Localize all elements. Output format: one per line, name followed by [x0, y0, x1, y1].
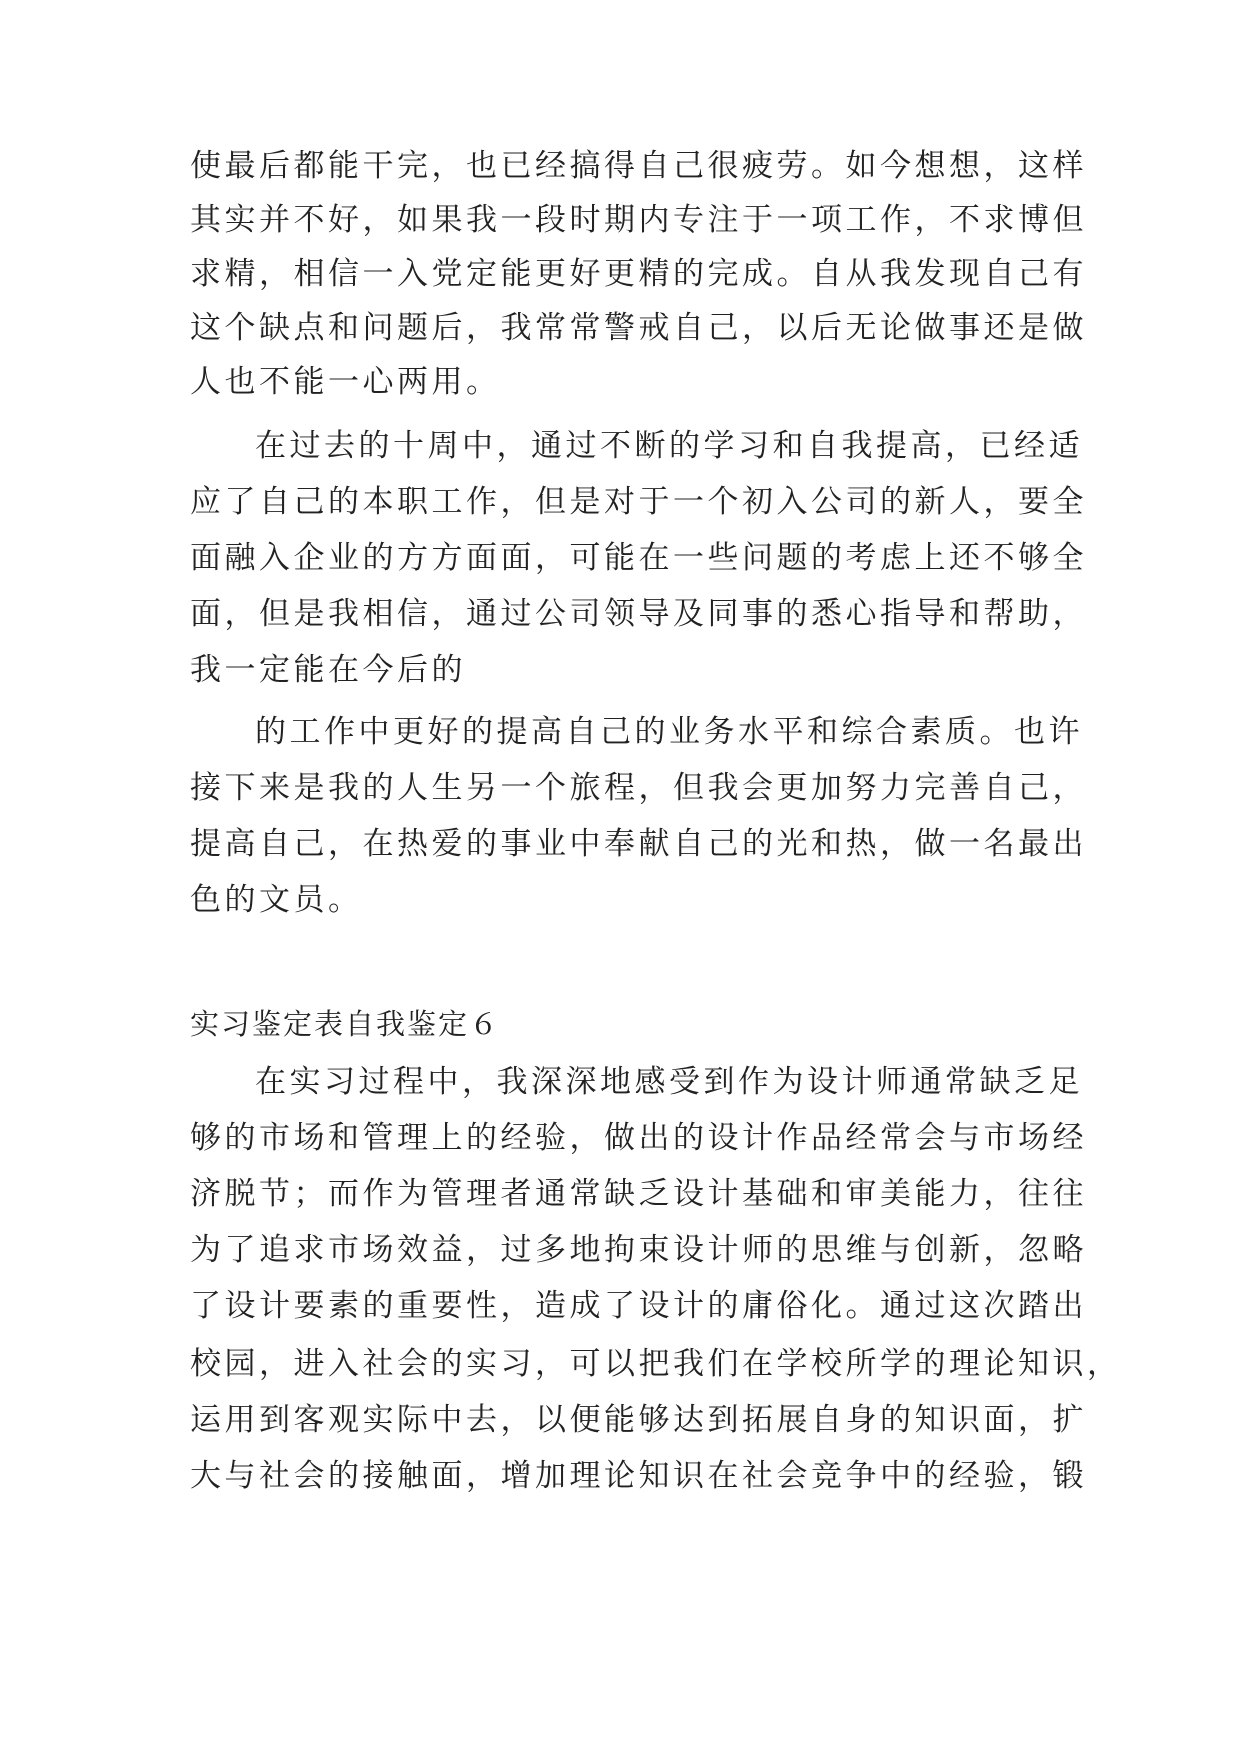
text-line: 求精，相信一入党定能更好更精的完成。自从我发现自己有 [190, 256, 1087, 292]
text-line: 济脱节；而作为管理者通常缺乏设计基础和审美能力，往往 [190, 1176, 1087, 1212]
text-line: 大与社会的接触面，增加理论知识在社会竞争中的经验，锻 [190, 1458, 1087, 1494]
text-line: 这个缺点和问题后，我常常警戒自己，以后无论做事还是做 [190, 310, 1087, 346]
text-line: 在实习过程中，我深深地感受到作为设计师通常缺乏足 [255, 1064, 1083, 1100]
text-line: 使最后都能干完，也已经搞得自己很疲劳。如今想想，这样 [190, 148, 1087, 184]
text-line: 接下来是我的人生另一个旅程，但我会更加努力完善自己， [190, 770, 1087, 806]
text-line: 为了追求市场效益，过多地拘束设计师的思维与创新，忽略 [190, 1232, 1087, 1268]
text-line: 应了自己的本职工作，但是对于一个初入公司的新人，要全 [190, 484, 1087, 520]
text-line: 的工作中更好的提高自己的业务水平和综合素质。也许 [255, 714, 1083, 750]
section-title: 实习鉴定表自我鉴定６ [190, 1007, 501, 1041]
text-line: 我一定能在今后的 [190, 652, 466, 688]
text-line: 了设计要素的重要性，造成了设计的庸俗化。通过这次踏出 [190, 1288, 1087, 1324]
text-line: 在过去的十周中，通过不断的学习和自我提高，已经适 [255, 428, 1083, 464]
text-line: 人也不能一心两用。 [190, 364, 501, 400]
text-line: 提高自己，在热爱的事业中奉献自己的光和热，做一名最出 [190, 826, 1087, 862]
text-line: 其实并不好，如果我一段时期内专注于一项工作，不求博但 [190, 202, 1087, 238]
text-line: 校园，进入社会的实习，可以把我们在学校所学的理论知识， [190, 1346, 1122, 1382]
text-line: 运用到客观实际中去，以便能够达到拓展自身的知识面，扩 [190, 1402, 1087, 1438]
text-line: 色的文员。 [190, 882, 363, 918]
text-line: 面融入企业的方方面面，可能在一些问题的考虑上还不够全 [190, 540, 1087, 576]
text-line: 面，但是我相信，通过公司领导及同事的悉心指导和帮助， [190, 596, 1087, 632]
text-line: 够的市场和管理上的经验，做出的设计作品经常会与市场经 [190, 1120, 1087, 1156]
